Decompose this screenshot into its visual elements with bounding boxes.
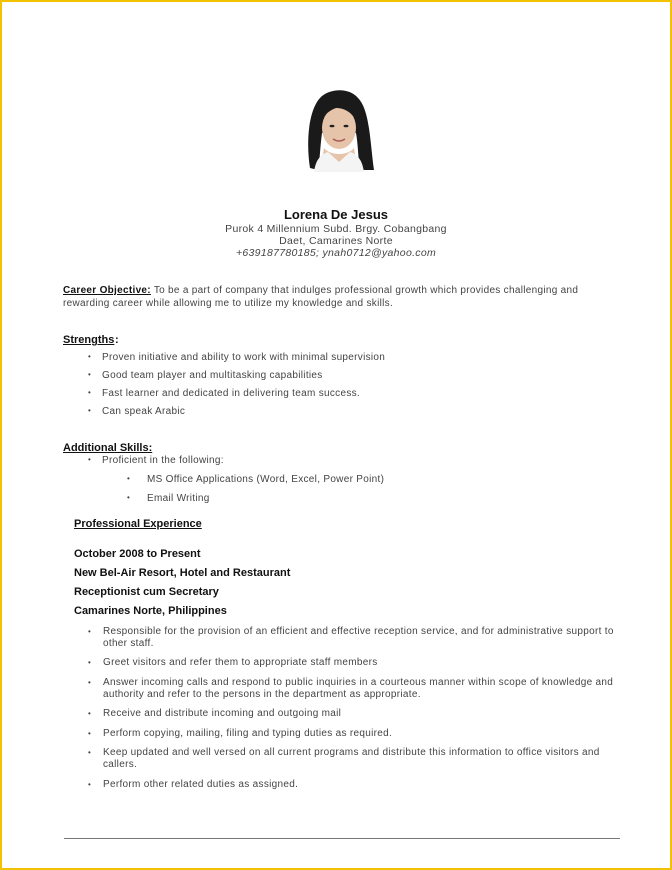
additional-skills-heading: Additional Skills: (63, 442, 153, 454)
job-position: Receptionist cum Secretary (74, 586, 219, 598)
address-line-2: Daet, Camarines Norte (279, 235, 393, 247)
job-location: Camarines Norte, Philippines (74, 605, 227, 617)
strengths-heading: Strengths (63, 334, 115, 346)
list-item: • Fast learner and dedicated in delivering team success. (88, 388, 360, 399)
career-objective-label: Career Objective: (63, 285, 151, 296)
sub-list-item: • Email Writing (127, 493, 210, 504)
list-item: • Receive and distribute incoming and outgoing mail (88, 708, 342, 719)
list-item: • Can speak Arabic (88, 406, 186, 417)
company-name: New Bel-Air Resort, Hotel and Restaurant (74, 567, 291, 579)
list-item: • Keep updated and well versed on all current programs and distribute this information to office visitors and callers. (88, 747, 600, 770)
candidate-name: Lorena De Jesus (283, 207, 389, 222)
footer-divider (64, 838, 620, 839)
list-item: • Perform copying, mailing, filing and typing duties as required. (88, 728, 393, 739)
strengths-heading-colon: : (115, 334, 119, 346)
list-item: • Proven initiative and ability to work with minimal supervision (88, 352, 386, 363)
address-line-1: Purok 4 Millennium Subd. Brgy. Cobangbang (225, 223, 447, 235)
career-objective-text: To be a part of company that indulges professional growth which provides challenging and rewarding career while allowing me to utilize my knowledge and skills. (63, 285, 579, 309)
career-objective (63, 285, 608, 310)
list-item: • Answer incoming calls and respond to public inquiries in a courteous manner within scope of knowledge and authority and refer to the persons in the department as appropriate. (88, 677, 614, 700)
profile-photo (300, 88, 378, 172)
professional-experience-heading: Professional Experience (74, 518, 202, 530)
list-item: • Greet visitors and refer them to appropriate staff members (88, 657, 378, 668)
list-item: • Good team player and multitasking capabilities (88, 370, 323, 381)
list-item: • Perform other related duties as assigned. (88, 779, 299, 790)
sub-list-item: • MS Office Applications (Word, Excel, Power Point) (127, 474, 385, 485)
list-item: • Proficient in the following: (88, 455, 224, 466)
employment-period: October 2008 to Present (74, 548, 201, 560)
list-item: • Responsible for the provision of an efficient and effective reception service, and for administrative support to other staff. (88, 626, 614, 649)
contact-line: +639187780185; ynah0712@yahoo.com (235, 247, 437, 259)
